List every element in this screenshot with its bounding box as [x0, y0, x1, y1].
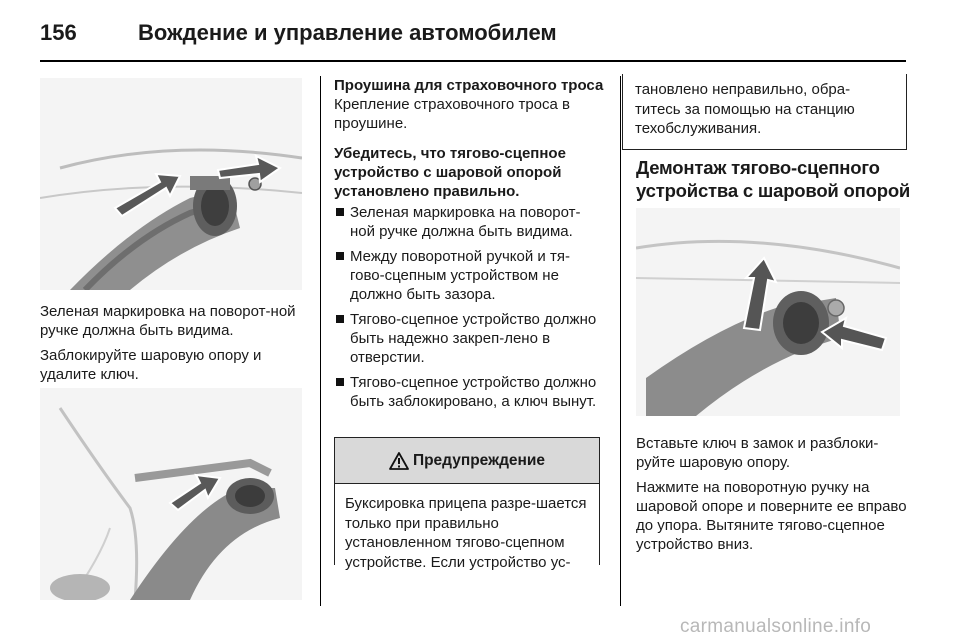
illustration-tow-bar-insert	[40, 78, 302, 290]
illustration-tow-bar-removal	[636, 208, 900, 416]
check-list	[334, 203, 604, 411]
list-item: Между поворотной ручкой и тя-гово-сцепным устройством не должно быть зазора.	[334, 247, 604, 304]
section-heading-eye: Проушина для страховочного троса	[334, 77, 604, 94]
check-heading: Убедитесь, что тягово-сцепное устройство с шаровой опорой установлено правильно.	[334, 145, 566, 200]
col3-paragraph: Нажмите на поворотную ручку на шаровой опоре и поверните ее вправо до упора. Вытяните тягово-сцепное устройство вниз.	[636, 479, 907, 553]
column-divider-1	[320, 76, 321, 606]
col1-paragraph: Заблокируйте шаровую опору и удалите ключ.	[40, 347, 262, 383]
col2-paragraph: Крепление страховочного троса в проушине.	[334, 96, 570, 132]
warning-title: Предупреждение	[412, 451, 546, 469]
page-number: 156	[40, 20, 77, 45]
bullet-square-icon	[336, 208, 344, 216]
col3-text	[636, 434, 916, 560]
warning-box	[334, 437, 600, 571]
section-heading-removal: Демонтаж тягово-сцепного устройства с шаровой опорой	[636, 157, 911, 201]
page-header	[40, 14, 920, 64]
warning-text-continued: тановлено неправильно, обра-титесь за помощью на станцию техобслуживания.	[635, 81, 855, 137]
warning-triangle-icon	[389, 452, 409, 470]
col1-paragraph: Зеленая маркировка на поворот-ной ручке должна быть видима.	[40, 303, 296, 339]
column-divider-2	[620, 76, 621, 606]
page-title: Вождение и управление автомобилем	[138, 20, 557, 45]
warning-box-continued	[622, 74, 907, 150]
watermark: carmanualsonline.info	[680, 616, 872, 637]
list-item: Тягово-сцепное устройство должно быть заблокировано, а ключ вынут.	[334, 373, 604, 411]
col2-text	[334, 76, 604, 417]
illustration-tow-bar-lock	[40, 388, 302, 600]
warning-header	[335, 438, 599, 484]
warning-text: Буксировка прицепа разре-шается только при правильно установленном тягово-сцепном устройстве. Если устройство ус-	[345, 495, 587, 571]
bullet-square-icon	[336, 378, 344, 386]
bullet-square-icon	[336, 252, 344, 260]
bullet-square-icon	[336, 315, 344, 323]
list-item: Тягово-сцепное устройство должно быть надежно закреп-лено в отверстии.	[334, 310, 604, 367]
header-rule	[40, 60, 906, 62]
col3-paragraph: Вставьте ключ в замок и разблоки-руйте шаровую опору.	[636, 435, 879, 471]
list-item: Зеленая маркировка на поворот-ной ручке должна быть видима.	[334, 203, 604, 241]
col1-text	[40, 302, 312, 390]
